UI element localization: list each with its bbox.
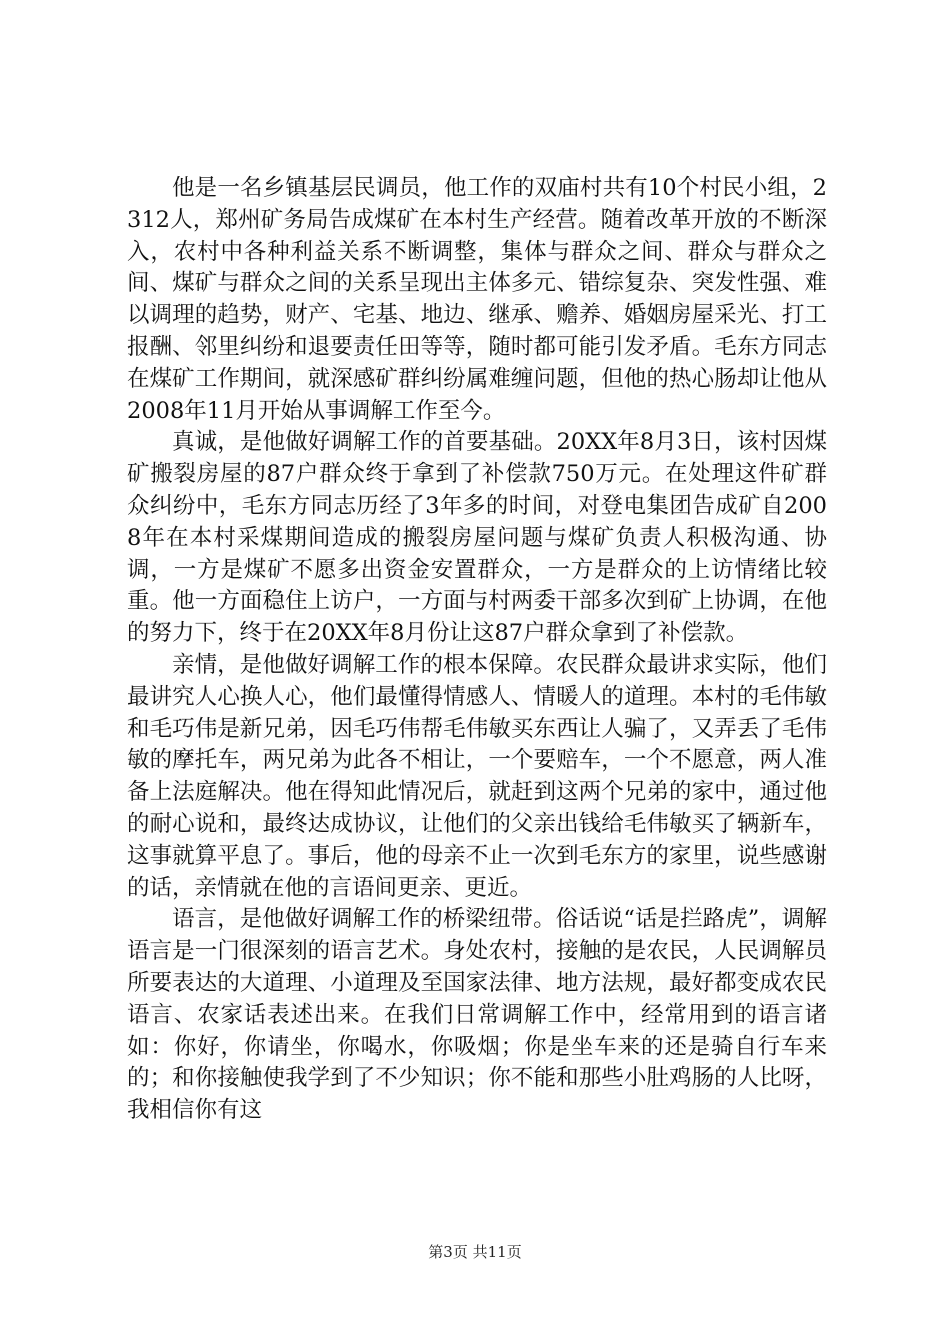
document-body xyxy=(127,173,827,1127)
paragraph-4: 语言，是他做好调解工作的桥梁纽带。俗话说“话是拦路虎”，调解语言是一门很深刻的语言艺术。身处农村，接触的是农民，人民调解员所要表达的大道理、小道理及至国家法律、地方法规，最好都变成农民语言、农家话表述出来。在我们日常调解工作中，经常用到的语言诸如：你好，你请坐，你喝水，你吸烟；你是坐车来的还是骑自行车来的；和你接触使我学到了不少知识；你不能和那些小肚鸡肠的人比呀，我相信你有这 xyxy=(127,906,827,1124)
paragraph-3: 亲情，是他做好调解工作的根本保障。农民群众最讲求实际，他们最讲究人心换人心，他们最懂得情感人、情暖人的道理。本村的毛伟敏和毛巧伟是新兄弟，因毛巧伟帮毛伟敏买东西让人骗了，又弄丢了毛伟敏的摩托车，两兄弟为此各不相让，一个要赔车，一个不愿意，两人准备上法庭解决。他在得知此情况后，就赶到这两个兄弟的家中，通过他的耐心说和，最终达成协议，让他们的父亲出钱给毛伟敏买了辆新车，这事就算平息了。事后，他的母亲不止一次到毛东方的家里，说些感谢的话，亲情就在他的言语间更亲、更近。 xyxy=(127,651,827,901)
page-number-footer: 第3页 共11页 xyxy=(428,1243,522,1261)
paragraph-1: 他是一名乡镇基层民调员，他工作的双庙村共有10个村民小组，2312人，郑州矿务局告成煤矿在本村生产经营。随着改革开放的不断深入，农村中各种利益关系不断调整，集体与群众之间、群众与群众之间、煤矿与群众之间的关系呈现出主体多元、错综复杂、突发性强、难以调理的趋势，财产、宅基、地边、继承、赡养、婚姻房屋采光、打工报酬、邻里纠纷和退要责任田等等，随时都可能引发矛盾。毛东方同志在煤矿工作期间，就深感矿群纠纷属难缠问题，但他的热心肠却让他从2008年11月开始从事调解工作至今。 xyxy=(127,175,827,424)
paragraph-2: 真诚，是他做好调解工作的首要基础。20XX年8月3日，该村因煤矿搬裂房屋的87户群众终于拿到了补偿款750万元。在处理这件矿群众纠纷中，毛东方同志历经了3年多的时间，对登电集团告成矿自2008年在本村采煤期间造成的搬裂房屋问题与煤矿负责人积极沟通、协调，一方是煤矿不愿多出资金安置群众，一方是群众的上访情绪比较重。他一方面稳住上访户，一方面与村两委干部多次到矿上协调，在他的努力下，终于在20XX年8月份让这87户群众拿到了补偿款。 xyxy=(127,429,827,647)
